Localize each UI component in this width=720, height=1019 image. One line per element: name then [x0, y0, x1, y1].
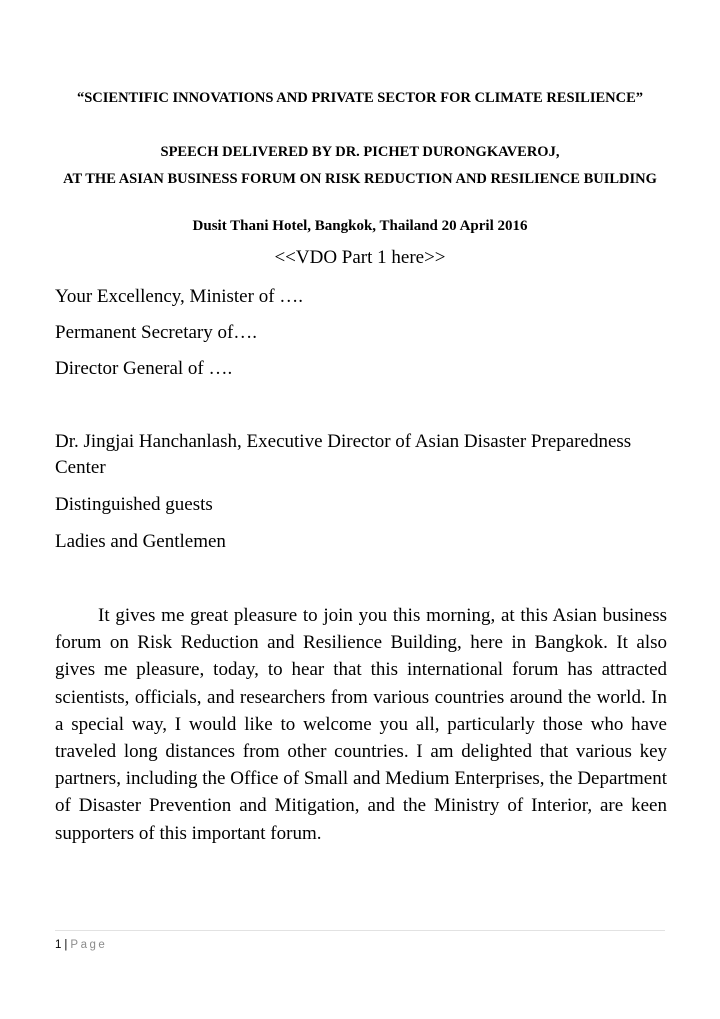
speaker-line: SPEECH DELIVERED BY DR. PICHET DURONGKAVEROJ,: [160, 144, 560, 160]
salutation-ladies-gentlemen: Ladies and Gentlemen: [55, 531, 226, 552]
page-number: 1: [55, 939, 62, 951]
page-footer: [55, 937, 107, 953]
salutation-director-general: Director General of ….: [55, 358, 233, 379]
speech-title: “SCIENTIFIC INNOVATIONS AND PRIVATE SECTOR FOR CLIMATE RESILIENCE”: [76, 90, 644, 106]
salutation-minister: Your Excellency, Minister of ….: [55, 286, 304, 307]
venue-date-line: Dusit Thani Hotel, Bangkok, Thailand 20 April 2016: [192, 218, 528, 234]
page-label: Page: [70, 939, 108, 951]
page-separator: |: [64, 939, 68, 951]
footer-divider: [55, 930, 665, 931]
body-paragraph: It gives me great pleasure to join you this morning, at this Asian business forum on Risk Reduction and Resilience Building, here in Bangkok. It also gives me pleasure, today, to hear that this international forum has attracted scientists, officials, and researchers from various countries around the world. In a special way, I would like to welcome you all, particularly those who have traveled long distances from other countries. I am delighted that various key partners, including the Office of Small and Medium Enterprises, the Department of Disaster Prevention and Mitigation, and the Ministry of Interior, are keen supporters of this important forum.: [55, 605, 667, 844]
salutation-executive-director: Dr. Jingjai Hanchanlash, Executive Director of Asian Disaster Preparedness Center: [55, 431, 632, 478]
salutation-distinguished-guests: Distinguished guests: [55, 494, 213, 515]
salutation-permanent-secretary: Permanent Secretary of….: [55, 322, 258, 343]
forum-line: AT THE ASIAN BUSINESS FORUM ON RISK REDUCTION AND RESILIENCE BUILDING: [63, 171, 657, 187]
video-placeholder-marker: <<VDO Part 1 here>>: [274, 247, 446, 268]
